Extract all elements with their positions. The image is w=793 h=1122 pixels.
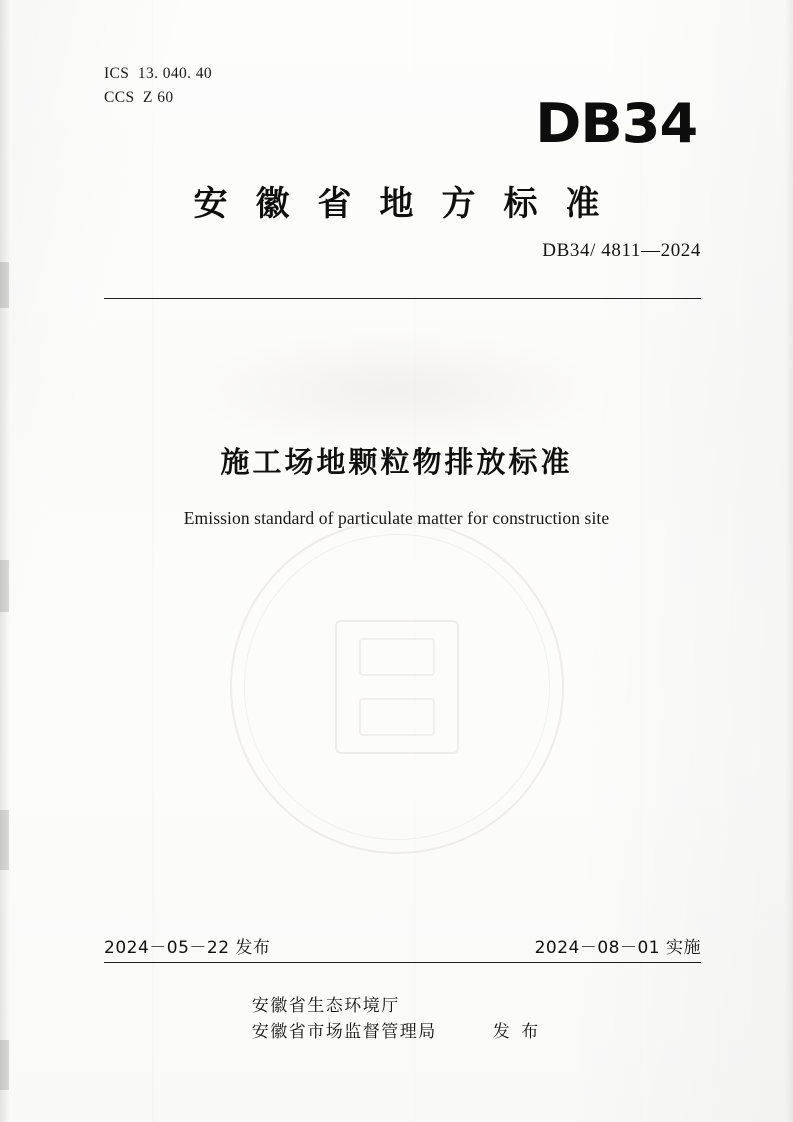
standard-number: DB34/ 4811—2024 bbox=[542, 240, 701, 261]
page-title: 施工场地颗粒物排放标准 bbox=[220, 445, 573, 479]
issuer-line-2: 安徽省市场监督管理局 bbox=[251, 1021, 437, 1042]
footer-divider-rule bbox=[104, 962, 701, 963]
page-edge-mark bbox=[0, 1040, 9, 1090]
page-edge-mark bbox=[0, 810, 9, 870]
page-subtitle-english: Emission standard of particulate matter for construction site bbox=[183, 508, 610, 528]
seal-watermark-glow bbox=[187, 330, 607, 450]
page-edge-mark bbox=[0, 262, 9, 308]
scan-edge-shadow-right bbox=[785, 0, 793, 1122]
db34-logo: DB34 bbox=[535, 92, 697, 155]
header-divider-rule bbox=[104, 298, 701, 299]
issuer-names bbox=[252, 994, 437, 1045]
effective-date: 2024－08－01 实施 bbox=[534, 938, 701, 958]
publish-label: 发 布 bbox=[492, 1021, 542, 1042]
ccs-code: CCS Z 60 bbox=[104, 89, 174, 107]
scan-edge-shadow-left bbox=[0, 0, 10, 1122]
scan-texture-streak bbox=[414, 0, 416, 1122]
ics-code: ICS 13. 040. 40 bbox=[104, 65, 213, 82]
issuing-authorities bbox=[0, 994, 793, 1045]
seal-watermark bbox=[230, 520, 564, 854]
issuer-line-1: 安徽省生态环境厅 bbox=[251, 996, 400, 1016]
classification-codes bbox=[104, 62, 212, 110]
seal-watermark-inner bbox=[335, 620, 459, 754]
standard-series-title: 安徽省地方标准 bbox=[193, 184, 628, 224]
issue-date: 2024－05－22 发布 bbox=[104, 938, 271, 958]
page-edge-mark bbox=[0, 560, 9, 612]
